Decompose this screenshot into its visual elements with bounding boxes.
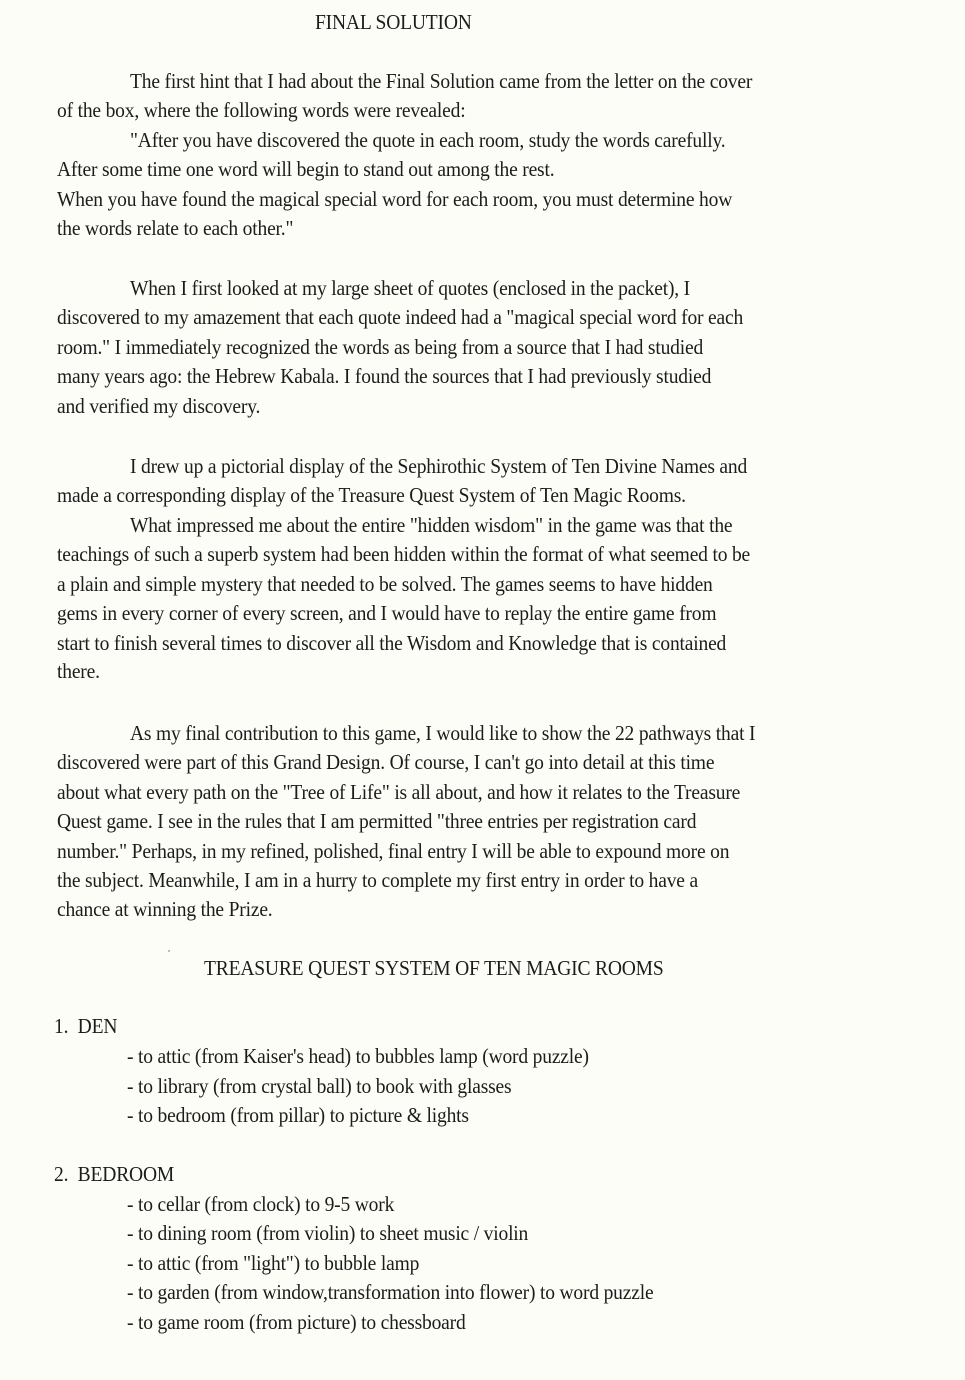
paragraph-line: Quest game. I see in the rules that I am permitted "three entries per registration card xyxy=(57,809,697,833)
section-heading: TREASURE QUEST SYSTEM OF TEN MAGIC ROOMS xyxy=(204,956,664,980)
scan-speck xyxy=(168,950,170,952)
paragraph-line: "After you have discovered the quote in each room, study the words carefully. xyxy=(130,128,726,152)
paragraph-line: What impressed me about the entire "hidden wisdom" in the game was that the xyxy=(130,513,733,537)
room-name: DEN xyxy=(77,1014,118,1038)
room-path: - to cellar (from clock) to 9-5 work xyxy=(127,1192,395,1216)
paragraph-line: about what every path on the "Tree of Life" is all about, and how it relates to the Treasure xyxy=(57,780,741,804)
room-path: - to attic (from Kaiser's head) to bubbles lamp (word puzzle) xyxy=(127,1044,589,1068)
room-path: - to dining room (from violin) to sheet music / violin xyxy=(127,1221,529,1245)
paragraph-line: chance at winning the Prize. xyxy=(57,897,273,921)
paragraph-line: As my final contribution to this game, I would like to show the 22 pathways that I xyxy=(130,721,756,745)
paragraph-line: the subject. Meanwhile, I am in a hurry to complete my first entry in order to have a xyxy=(57,868,698,892)
room-path: - to garden (from window,transformation into flower) to word puzzle xyxy=(127,1280,654,1304)
paragraph-line: the words relate to each other." xyxy=(57,216,294,240)
paragraph-line: After some time one word will begin to stand out among the rest. xyxy=(57,157,555,181)
paragraph-line: I drew up a pictorial display of the Sephirothic System of Ten Divine Names and xyxy=(130,454,748,478)
room-number: 1. xyxy=(54,1014,69,1038)
paragraph-line: many years ago: the Hebrew Kabala. I found the sources that I had previously studied xyxy=(57,364,712,388)
paragraph-line: When you have found the magical special word for each room, you must determine how xyxy=(57,187,733,211)
paragraph-line: room." I immediately recognized the words as being from a source that I had studied xyxy=(57,335,704,359)
paragraph-line: there. xyxy=(57,659,100,683)
paragraph-line: When I first looked at my large sheet of quotes (enclosed in the packet), I xyxy=(130,276,691,300)
paragraph-line: The first hint that I had about the Final Solution came from the letter on the cover xyxy=(130,69,753,93)
room-path: - to attic (from "light") to bubble lamp xyxy=(127,1251,420,1275)
page-title: FINAL SOLUTION xyxy=(315,10,472,34)
room-heading xyxy=(54,1013,117,1039)
paragraph-line: number." Perhaps, in my refined, polished, final entry I will be able to expound more on xyxy=(57,839,730,863)
room-number: 2. xyxy=(54,1162,69,1186)
room-path: - to game room (from picture) to chessboard xyxy=(127,1310,466,1334)
paragraph-line: start to finish several times to discover all the Wisdom and Knowledge that is contained xyxy=(57,631,727,655)
paragraph-line: teachings of such a superb system had been hidden within the format of what seemed to be xyxy=(57,542,751,566)
paragraph-line: of the box, where the following words were revealed: xyxy=(57,98,466,122)
paragraph-line: made a corresponding display of the Treasure Quest System of Ten Magic Rooms. xyxy=(57,483,686,507)
room-path: - to library (from crystal ball) to book with glasses xyxy=(127,1074,512,1098)
paragraph-line: discovered to my amazement that each quote indeed had a "magical special word for each xyxy=(57,305,744,329)
room-heading xyxy=(54,1161,174,1187)
room-path: - to bedroom (from pillar) to picture & lights xyxy=(127,1103,469,1127)
paragraph-line: and verified my discovery. xyxy=(57,394,261,418)
room-name: BEDROOM xyxy=(77,1162,175,1186)
paragraph-line: a plain and simple mystery that needed to be solved. The games seems to have hidden xyxy=(57,572,713,596)
paragraph-line: gems in every corner of every screen, and I would have to replay the entire game from xyxy=(57,601,717,625)
paragraph-line: discovered were part of this Grand Design. Of course, I can't go into detail at this time xyxy=(57,750,715,774)
